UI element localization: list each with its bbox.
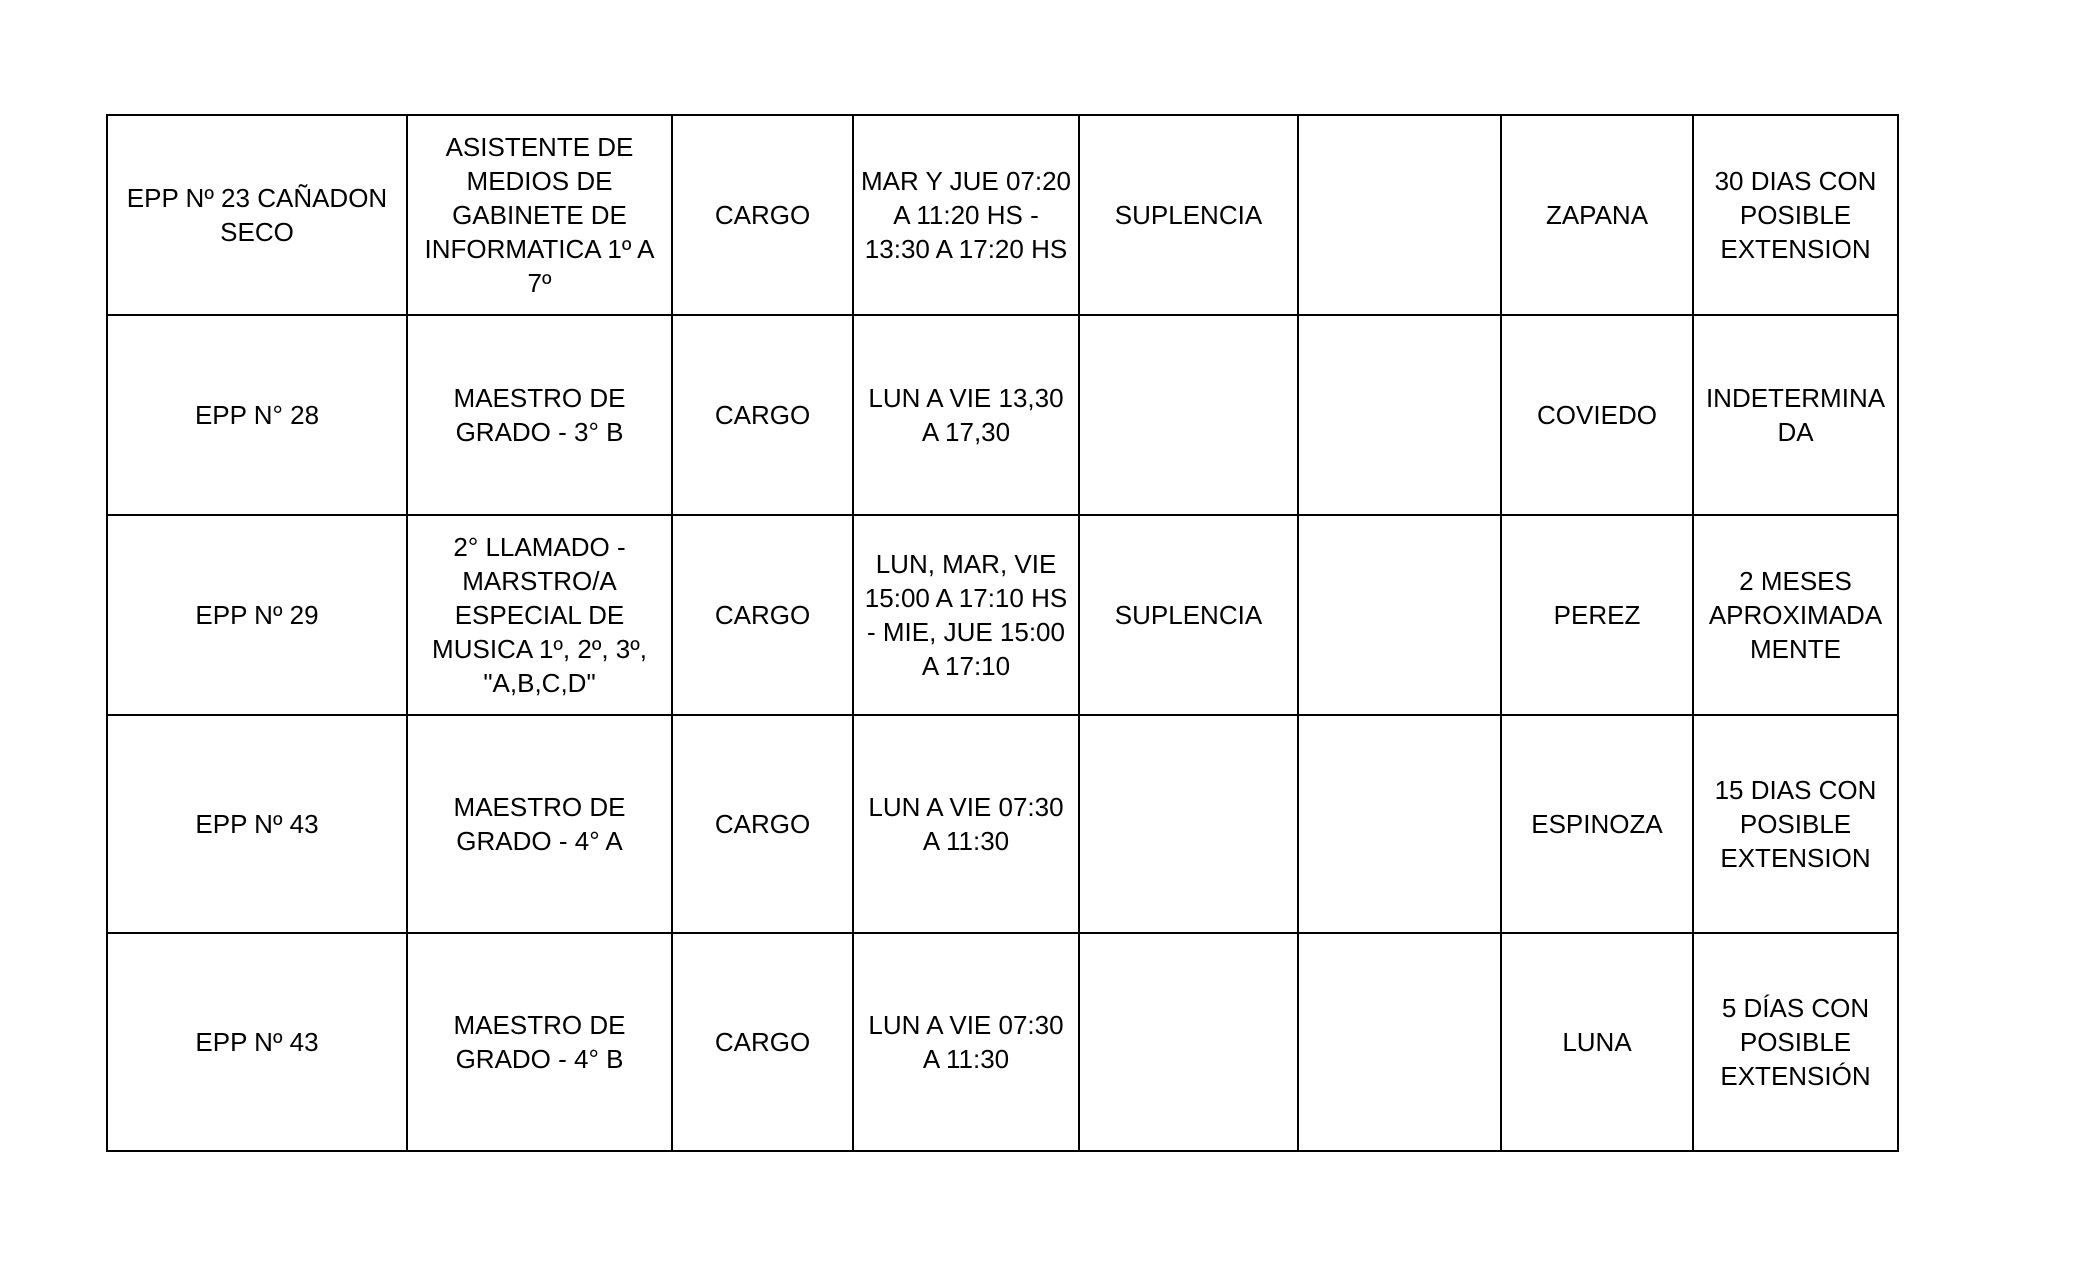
- schedule-cell: LUN A VIE 13,30 A 17,30: [853, 315, 1079, 515]
- table-row: [107, 933, 1898, 1151]
- type-cell: CARGO: [672, 933, 853, 1151]
- status-cell: [1079, 715, 1298, 933]
- duration-cell: 2 MESES APROXIMADAMENTE: [1693, 515, 1898, 715]
- table-row: [107, 715, 1898, 933]
- status-cell: [1079, 315, 1298, 515]
- table-row: [107, 515, 1898, 715]
- school-cell: EPP Nº 43: [107, 715, 407, 933]
- schedule-cell: MAR Y JUE 07:20 A 11:20 HS - 13:30 A 17:20 HS: [853, 115, 1079, 315]
- vacancies-table: [106, 114, 1899, 1152]
- school-cell: EPP N° 28: [107, 315, 407, 515]
- schedule-cell: LUN A VIE 07:30 A 11:30: [853, 933, 1079, 1151]
- position-cell: MAESTRO DE GRADO - 3° B: [407, 315, 672, 515]
- school-cell: EPP Nº 43: [107, 933, 407, 1151]
- type-cell: CARGO: [672, 515, 853, 715]
- extra-cell: [1298, 115, 1501, 315]
- school-cell: EPP Nº 29: [107, 515, 407, 715]
- duration-cell: 5 DÍAS CON POSIBLE EXTENSIÓN: [1693, 933, 1898, 1151]
- surname-cell: ZAPANA: [1501, 115, 1693, 315]
- surname-cell: PEREZ: [1501, 515, 1693, 715]
- schedule-cell: LUN A VIE 07:30 A 11:30: [853, 715, 1079, 933]
- status-cell: SUPLENCIA: [1079, 115, 1298, 315]
- extra-cell: [1298, 315, 1501, 515]
- surname-cell: COVIEDO: [1501, 315, 1693, 515]
- schedule-cell: LUN, MAR, VIE 15:00 A 17:10 HS - MIE, JUE 15:00 A 17:10: [853, 515, 1079, 715]
- duration-cell: INDETERMINADA: [1693, 315, 1898, 515]
- position-cell: MAESTRO DE GRADO - 4° A: [407, 715, 672, 933]
- position-cell: 2° LLAMADO - MARSTRO/A ESPECIAL DE MUSICA 1º, 2º, 3º, "A,B,C,D": [407, 515, 672, 715]
- extra-cell: [1298, 515, 1501, 715]
- duration-cell: 15 DIAS CON POSIBLE EXTENSION: [1693, 715, 1898, 933]
- type-cell: CARGO: [672, 715, 853, 933]
- extra-cell: [1298, 933, 1501, 1151]
- type-cell: CARGO: [672, 315, 853, 515]
- school-cell: EPP Nº 23 CAÑADON SECO: [107, 115, 407, 315]
- position-cell: ASISTENTE DE MEDIOS DE GABINETE DE INFORMATICA 1º A 7º: [407, 115, 672, 315]
- duration-cell: 30 DIAS CON POSIBLE EXTENSION: [1693, 115, 1898, 315]
- surname-cell: LUNA: [1501, 933, 1693, 1151]
- type-cell: CARGO: [672, 115, 853, 315]
- table-row: [107, 315, 1898, 515]
- extra-cell: [1298, 715, 1501, 933]
- status-cell: [1079, 933, 1298, 1151]
- surname-cell: ESPINOZA: [1501, 715, 1693, 933]
- position-cell: MAESTRO DE GRADO - 4° B: [407, 933, 672, 1151]
- status-cell: SUPLENCIA: [1079, 515, 1298, 715]
- table-row: [107, 115, 1898, 315]
